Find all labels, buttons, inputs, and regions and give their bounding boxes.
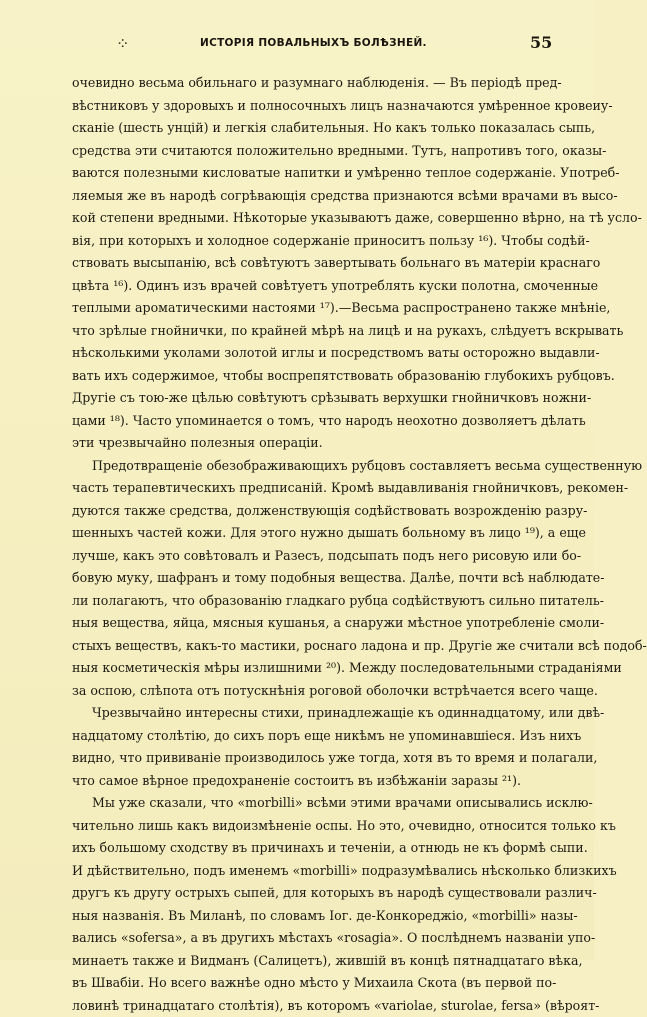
page-mark: ⁘ xyxy=(116,34,129,53)
text-line: вать ихъ содержимое, чтобы воспрепятствовать образованію глубокихъ рубцовъ. xyxy=(72,365,552,388)
text-line: ихъ большому сходству въ причинахъ и теченіи, а отнюдь не къ формѣ сыпи. xyxy=(72,837,552,860)
text-line: въ Швабіи. Но всего важнѣе одно мѣсто у Михаила Скота (въ первой по- xyxy=(72,972,552,995)
text-line: вались «sofersa», а въ другихъ мѣстахъ «rosagia». О послѣднемъ названіи упо- xyxy=(72,927,552,950)
text-line: ляемыя же въ народѣ согрѣвающія средства признаются всѣми врачами въ высо- xyxy=(72,185,552,208)
text-line: Чрезвычайно интересны стихи, принадлежащіе къ одиннадцатому, или двѣ- xyxy=(72,702,552,725)
paragraph xyxy=(72,455,552,703)
text-line: теплыми ароматическими настоями ¹⁷).—Весьма распространено также мнѣніе, xyxy=(72,297,552,320)
text-line: чительно лишь какъ видоизмѣненіе оспы. Но это, очевидно, относится только къ xyxy=(72,815,552,838)
text-line: за оспою, слѣпота отъ потускнѣнія роговой оболочки встрѣчается всего чаще. xyxy=(72,680,552,703)
text-line: эти чрезвычайно полезныя операціи. xyxy=(72,432,552,455)
text-line: кой степени вредными. Нѣкоторые указываютъ даже, совершенно вѣрно, на тѣ усло- xyxy=(72,207,552,230)
text-line: бовую муку, шафранъ и тому подобныя вещества. Далѣе, почти всѣ наблюдате- xyxy=(72,567,552,590)
text-line: вѣстниковъ у здоровыхъ и полносочныхъ лицъ назначаются умѣренное кровеиу- xyxy=(72,95,552,118)
text-line: ныя названія. Въ Миланѣ, по словамъ Іог. де-Конкореджіо, «morbilli» назы- xyxy=(72,905,552,928)
paragraph xyxy=(72,792,552,1017)
text-line: Предотвращеніе обезображивающихъ рубцовъ составляетъ весьма существенную xyxy=(72,455,552,478)
text-line: средства эти считаются положительно вредными. Тутъ, напротивъ того, оказы- xyxy=(72,140,552,163)
text-line: сканіе (шесть унцій) и легкія слабительныя. Но какъ только показалась сыпь, xyxy=(72,117,552,140)
running-head: ИСТОРІЯ ПОВАЛЬНЫХЪ БОЛѢЗНЕЙ. xyxy=(200,37,427,49)
text-line: ловинѣ тринадцатаго столѣтія), въ которомъ «variolae, sturolae, fersa» (вѣроят- xyxy=(72,995,552,1017)
text-line: ныя косметическія мѣры излишними ²⁰). Между последовательными страданіями xyxy=(72,657,552,680)
text-line: видно, что прививаніе производилось уже тогда, хотя въ то время и полагали, xyxy=(72,747,552,770)
text-line: нѣсколькими уколами золотой иглы и посредствомъ ваты осторожно выдавли- xyxy=(72,342,552,365)
text-line: ствовать высыпанію, всѣ совѣтуютъ завертывать больнаго въ матеріи краснаго xyxy=(72,252,552,275)
text-line: другъ къ другу острыхъ сыпей, для которыхъ въ народѣ существовали различ- xyxy=(72,882,552,905)
text-line: минаетъ также и Видманъ (Салицетъ), жившій въ концѣ пятнадцатаго вѣка, xyxy=(72,950,552,973)
text-line: дуются также средства, долженствующія содѣйствовать возрожденію разру- xyxy=(72,500,552,523)
text-line: стыхъ веществъ, какъ-то мастики, роснаго ладона и пр. Другіе же считали всѣ подоб- xyxy=(72,635,552,658)
text-line: надцатому столѣтію, до сихъ поръ еще никѣмъ не упоминавшіеся. Изъ нихъ xyxy=(72,725,552,748)
text-line: ныя вещества, яйца, мясныя кушанья, а снаружи мѣстное употребленіе смоли- xyxy=(72,612,552,635)
text-line: вія, при которыхъ и холодное содержаніе приноситъ пользу ¹⁶). Чтобы содѣй- xyxy=(72,230,552,253)
text-line: цами ¹⁸). Часто упоминается о томъ, что народъ неохотно дозволяетъ дѣлать xyxy=(72,410,552,433)
text-line: Другіе съ тою-же цѣлью совѣтуютъ срѣзывать верхушки гнойничковъ ножни- xyxy=(72,387,552,410)
page-body xyxy=(72,72,552,1017)
text-line: часть терапевтическихъ предписаній. Кромѣ выдавливанія гнойничковъ, рекомен- xyxy=(72,477,552,500)
text-line: ваются полезными кисловатые напитки и умѣренно теплое содержаніе. Употреб- xyxy=(72,162,552,185)
page-number: 55 xyxy=(530,33,552,52)
text-line: шенныхъ частей кожи. Для этого нужно дышать больному въ лицо ¹⁹), а еще xyxy=(72,522,552,545)
text-line: И дѣйствительно, подъ именемъ «morbilli» подразумѣвались нѣсколько близкихъ xyxy=(72,860,552,883)
text-line: что зрѣлые гнойнички, по крайней мѣрѣ на лицѣ и на рукахъ, слѣдуетъ вскрывать xyxy=(72,320,552,343)
text-line: лучше, какъ это совѣтовалъ и Разесъ, подсыпать подъ него рисовую или бо- xyxy=(72,545,552,568)
text-line: Мы уже сказали, что «morbilli» всѣми этими врачами описывались исклю- xyxy=(72,792,552,815)
text-line: очевидно весьма обильнаго и разумнаго наблюденія. — Въ періодѣ пред- xyxy=(72,72,552,95)
paragraph xyxy=(72,702,552,792)
text-line: что самое вѣрное предохраненіе состоитъ въ избѣжаніи заразы ²¹). xyxy=(72,770,552,793)
paragraph xyxy=(72,72,552,455)
text-line: цвѣта ¹⁶). Одинъ изъ врачей совѣтуетъ употреблять куски полотна, смоченные xyxy=(72,275,552,298)
text-line: ли полагаютъ, что образованію гладкаго рубца содѣйствуютъ сильно питатель- xyxy=(72,590,552,613)
